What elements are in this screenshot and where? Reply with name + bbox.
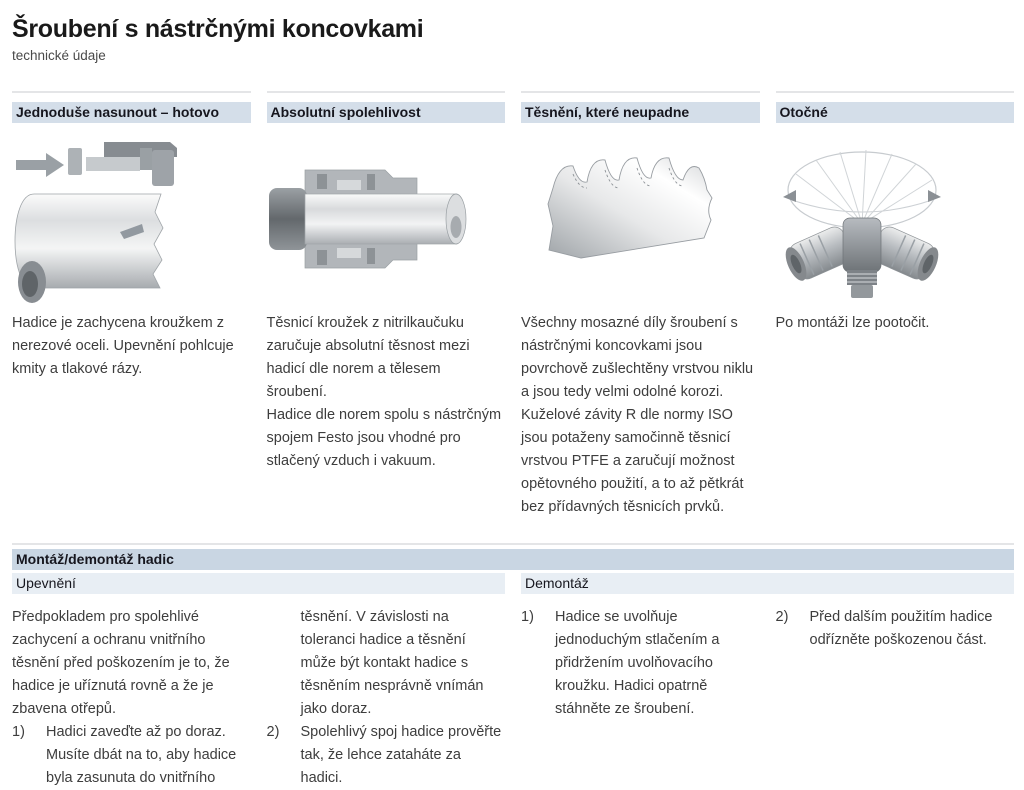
tube-clamped-by-ring-illustration [12, 136, 251, 308]
step-number: 2) [775, 609, 789, 625]
column-rule [12, 91, 251, 93]
rotary-distributor-drawing [776, 136, 1008, 308]
paragraph: Všechny mosazné díly šroubení s nástrčnými koncovkami jsou povrchově zušlechtěny vrstvou niklu a jsou tedy velmi odolné korozi. Kuželové závity R dle normy ISO jsou potaženy samočinně těsnicí vrstvou PTFE a zaručují možnost opětovného použití, a to až pětkrát bez přídavných těsnicích prvků. [521, 315, 754, 515]
feature-text [776, 312, 1015, 335]
column-rule [521, 91, 760, 93]
column-rule [776, 91, 1015, 93]
feature-heading: Absolutní spolehlivost [267, 102, 506, 123]
mounting-column-1 [12, 606, 251, 790]
fitting-cross-section-illustration [267, 136, 506, 308]
paragraph: Hadice je zachycena kroužkem z nerezové oceli. Upevnění pohlcuje kmity a tlakové rázy. [12, 315, 234, 377]
features-grid [12, 91, 1014, 543]
feature-seal [521, 91, 760, 543]
mounting-step-1-continued [267, 606, 506, 721]
step-number: 2) [266, 724, 280, 740]
step-text: Spolehlivý spoj hadice prověřte tak, že lehce zataháte za hadici. [300, 724, 502, 786]
captive-seal-illustration [521, 136, 760, 308]
paragraph: Po montáži lze pootočit. [775, 315, 930, 331]
mounting-column-2 [267, 606, 506, 790]
feature-text [521, 312, 760, 519]
step-number: 1) [521, 609, 534, 625]
mounting-intro: Předpokladem pro spolehlivé zachycení a ochranu vnitřního těsnění před poškozením je to, že hadice je uříznutá rovně a že je zbavena otřepů. [12, 609, 230, 717]
paragraph: Těsnicí kroužek z nitrilkaučuku zaručuje absolutní těsnost mezi hadicí dle norem a tělesem šroubení. [266, 315, 470, 400]
feature-text [267, 312, 506, 473]
step-number-spacer [267, 606, 301, 721]
mounting-heading: Upevnění [12, 573, 505, 594]
seal-ring-drawing [521, 136, 753, 308]
feature-heading: Otočné [776, 102, 1015, 123]
page-title: Šroubení s nástrčnými koncovkami [12, 15, 424, 43]
dismounting-heading: Demontáž [521, 573, 1014, 594]
assembly-subheadings [12, 573, 1014, 594]
step-number: 1) [12, 724, 25, 740]
mounting-step-2 [267, 721, 506, 790]
dismounting-step-2 [776, 606, 1015, 652]
assembly-text-grid [12, 606, 1014, 790]
feature-push-on [12, 91, 251, 543]
step-text: těsnění. V závislosti na toleranci hadice a těsnění může být kontakt hadice s těsněním nesprávně vnímán jako doraz. [300, 609, 484, 717]
dismounting-column-1 [521, 606, 760, 790]
feature-heading: Těsnění, které neupadne [521, 102, 760, 123]
paragraph: Hadice dle norem spolu s nástrčným spojem Festo jsou vhodné pro stlačený vzduch i vakuum. [266, 407, 502, 469]
assembly-section [12, 543, 1014, 790]
rotatable-fitting-illustration [776, 136, 1015, 308]
step-text: Před dalším použitím hadice odřízněte poškozenou část. [809, 609, 993, 648]
mounting-step-1 [12, 721, 251, 790]
tube-cutaway-drawing [12, 136, 244, 308]
feature-reliability [267, 91, 506, 543]
column-rule [267, 91, 506, 93]
feature-text [12, 312, 251, 381]
page-subtitle: technické údaje [12, 48, 106, 63]
dismounting-column-2 [776, 606, 1015, 790]
feature-rotatable [776, 91, 1015, 543]
step-text: Hadice se uvolňuje jednoduchým stlačením a přidržením uvolňovacího kroužku. Hadici opatrně stáhněte ze šroubení. [555, 609, 720, 717]
step-text: Hadici zaveďte až po doraz. Musíte dbát na to, aby hadice byla zasunuta do vnitřního [46, 724, 237, 786]
feature-heading: Jednoduše nasunout – hotovo [12, 102, 251, 123]
assembly-title: Montáž/demontáž hadic [12, 549, 1014, 570]
section-rule [12, 543, 1014, 545]
dismounting-step-1 [521, 606, 760, 721]
fitting-section-drawing [267, 136, 499, 308]
